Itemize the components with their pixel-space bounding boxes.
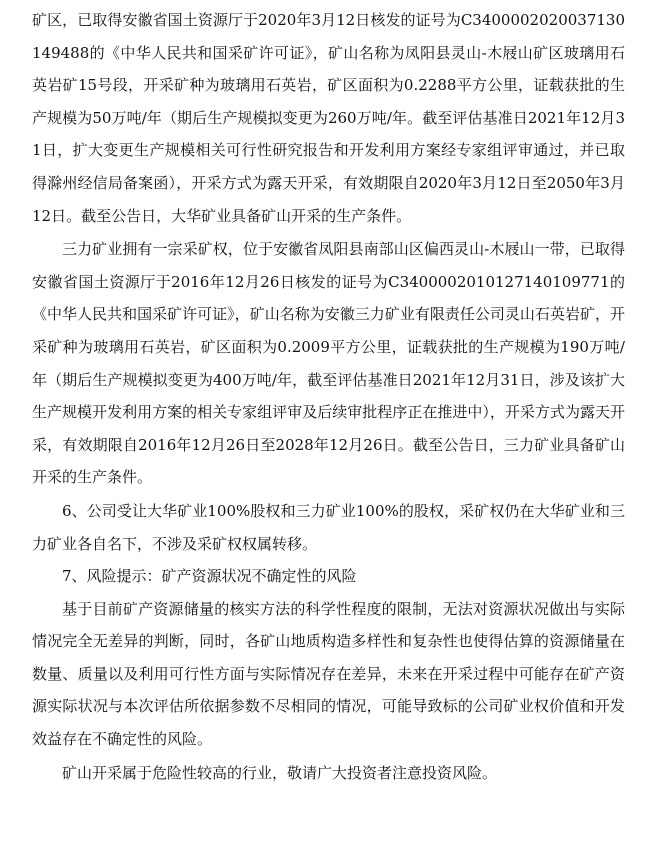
paragraph-resource-risk: 基于目前矿产资源储量的核实方法的科学性程度的限制，无法对资源状况做出与实际情况完全无差异的判断，同时，各矿山地质构造多样性和复杂性也使得估算的资源储量在数量、质量以及利用可行性方面与实际情况存在差异，未来在开采过程中可能存在矿产资源实际状况与本次评估所依据参数不尽相同的情况，可能导致标的公司矿业权价值和开发效益存在不确定性的风险。 bbox=[32, 599, 625, 749]
paragraph-dahua-mining: 矿区，已取得安徽省国土资源厅于2020年3月12日核发的证号为C3400002020037130149488的《中华人民共和国采矿许可证》，矿山名称为凤阳县灵山-木屐山矿区玻璃用石英岩矿15号段，开采矿种为玻璃用石英岩，矿区面积为0.2288平方公里，证载获批的生产规模为50万吨/年（期后生产规模拟变更为260万吨/年。截至评估基准日2021年12月31日，扩大变更生产规模相关可行性研究报告和开发利用方案经专家组评审通过，并已取得滁州经信局备案函），开采方式为露天开采，有效期限自2020年3月12日至2050年3月12日。截至公告日，大华矿业具备矿山开采的生产条件。 bbox=[32, 11, 625, 225]
paragraph-sanli-mining: 三力矿业拥有一宗采矿权，位于安徽省凤阳县南部山区偏西灵山-木屐山一带，已取得安徽省国土资源厅于2016年12月26日核发的证号为C3400002010127140109771的《中华人民共和国采矿许可证》，矿山名称为安徽三力矿业有限责任公司灵山石英岩矿，开采矿种为玻璃用石英岩，矿区面积为0.2009平方公里，证载获批的生产规模为190万吨/年（期后生产规模拟变更为400万吨/年，截至评估基准日2021年12月31日，涉及该扩大生产规模开发利用方案的相关专家组评审及后续审批程序正在推进中），开采方式为露天开采，有效期限自2016年12月26日至2028年12月26日。截至公告日，三力矿业具备矿山开采的生产条件。 bbox=[32, 240, 625, 487]
paragraph-risk-heading: 7、风险提示：矿产资源状况不确定性的风险 bbox=[62, 567, 357, 586]
paragraph-equity-transfer: 6、公司受让大华矿业100%股权和三力矿业100%的股权，采矿权仍在大华矿业和三力矿业各自名下，不涉及采矿权权属转移。 bbox=[32, 501, 625, 553]
paragraph-investor-warning: 矿山开采属于危险性较高的行业，敬请广大投资者注意投资风险。 bbox=[62, 763, 498, 782]
